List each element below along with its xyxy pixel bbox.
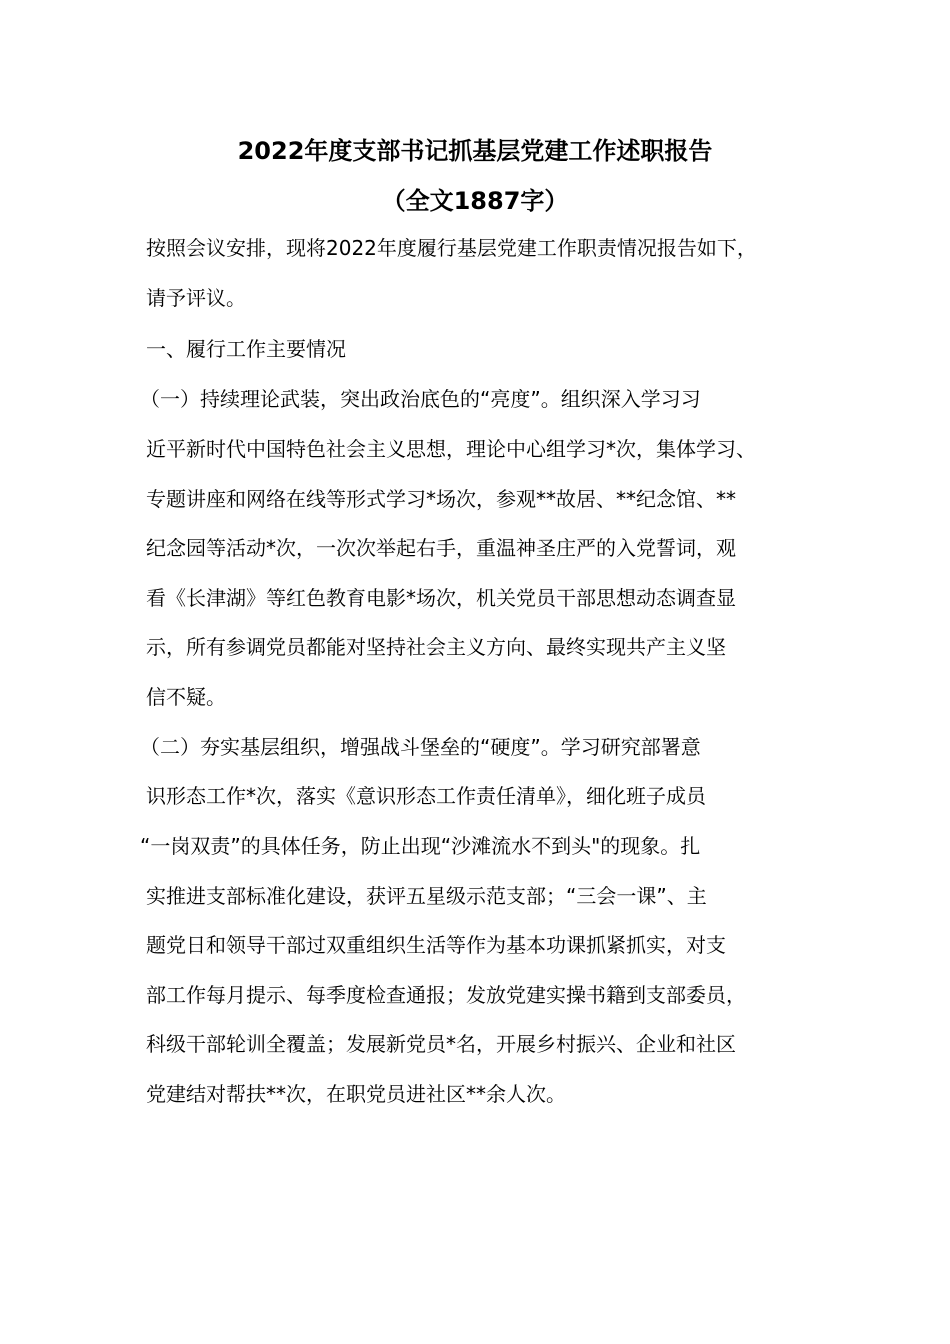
document-title: 2022年度支部书记抓基层党建工作述职报告 xyxy=(237,137,713,165)
paragraph-1-line-6: 示，所有参调党员都能对坚持社会主义方向、最终实现共产主义坚 xyxy=(146,635,726,659)
paragraph-1-line-5: 看《长津湖》等红色教育电影*场次，机关党员干部思想动态调查显 xyxy=(146,586,736,610)
section-heading-1: 一、履行工作主要情况 xyxy=(146,337,346,361)
paragraph-1-line-4: 纪念园等活动*次，一次次举起右手，重温神圣庄严的入党誓词，观 xyxy=(146,536,736,560)
paragraph-1-line-3: 专题讲座和网络在线等形式学习*场次，参观**故居、**纪念馆、** xyxy=(146,487,736,511)
paragraph-1-line-1: （一）持续理论武装，突出政治底色的“亮度”。组织深入学习习 xyxy=(140,387,701,411)
paragraph-2-line-4: 实推进支部标准化建设，获评五星级示范支部；“三会一课”、主 xyxy=(146,884,707,908)
intro-line-2: 请予评议。 xyxy=(146,286,246,310)
paragraph-1-line-7: 信不疑。 xyxy=(146,685,226,709)
paragraph-2-line-8: 党建结对帮扶**次，在职党员进社区**余人次。 xyxy=(146,1082,566,1106)
intro-line-1: 按照会议安排，现将2022年度履行基层党建工作职责情况报告如下， xyxy=(146,236,757,260)
paragraph-2-line-7: 科级干部轮训全覆盖；发展新党员*名，开展乡村振兴、企业和社区 xyxy=(146,1032,736,1056)
paragraph-2-line-6: 部工作每月提示、每季度检查通报；发放党建实操书籍到支部委员， xyxy=(146,983,746,1007)
paragraph-2-line-3: “一岗双责”的具体任务，防止出现“沙滩流水不到头"的现象。扎 xyxy=(140,834,701,858)
paragraph-2-line-2: 识形态工作*次，落实《意识形态工作责任清单》，细化班子成员 xyxy=(146,784,706,808)
document-subtitle: （全文1887字） xyxy=(381,187,569,215)
paragraph-1-line-2: 近平新时代中国特色社会主义思想，理论中心组学习*次，集体学习、 xyxy=(146,437,756,461)
paragraph-2-line-1: （二）夯实基层组织，增强战斗堡垒的“硬度”。学习研究部署意 xyxy=(140,735,701,759)
paragraph-2-line-5: 题党日和领导干部过双重组织生活等作为基本功课抓紧抓实，对支 xyxy=(146,933,726,957)
